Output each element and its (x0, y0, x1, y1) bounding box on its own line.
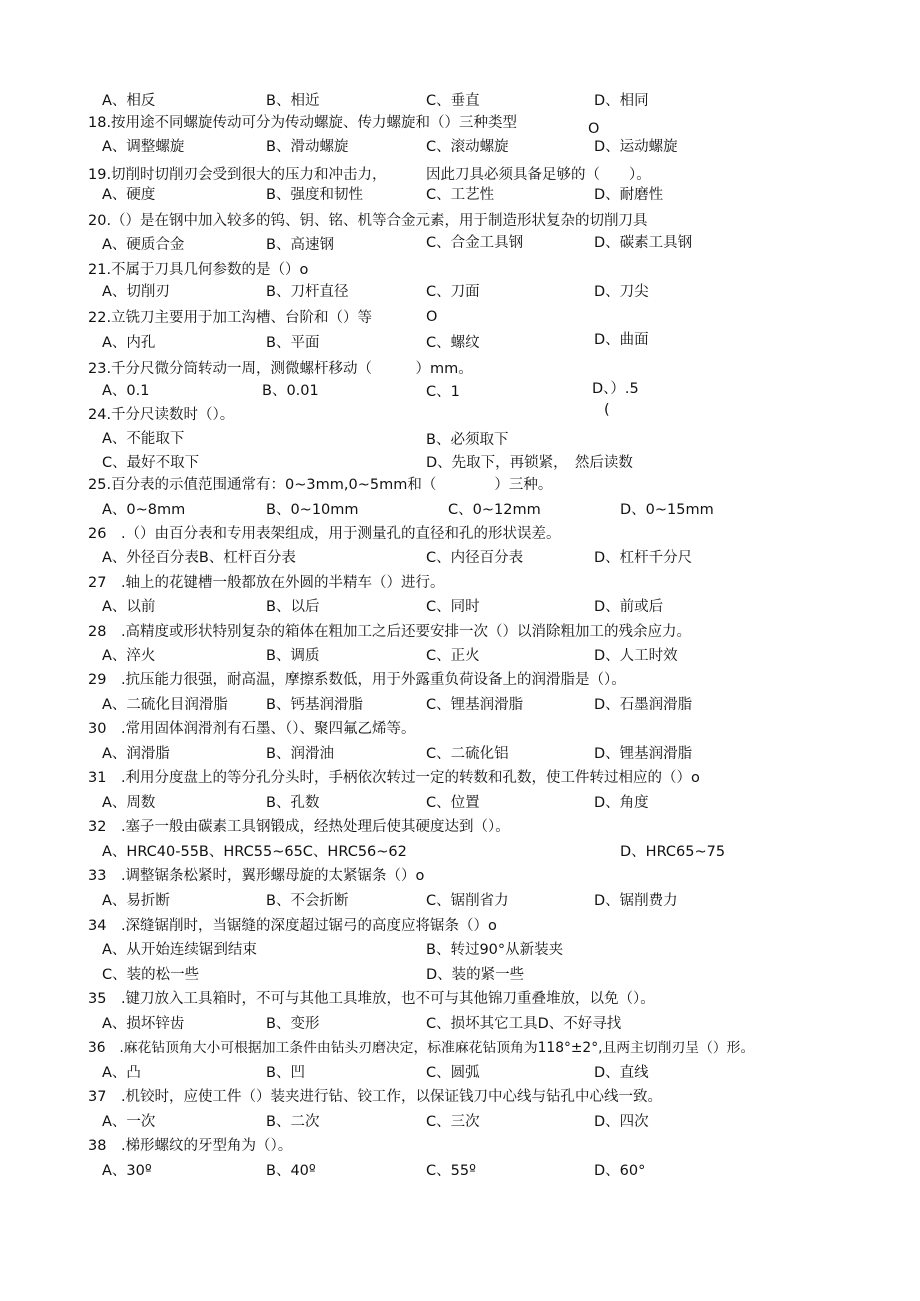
option-c: C、三次 (426, 1114, 480, 1130)
option-b: B、润滑油 (266, 746, 334, 762)
option-d: D、HRC65~75 (620, 844, 726, 860)
option-a: A、30º (102, 1163, 152, 1179)
question-35: 35 .键刀放入工具箱时，不可与其他工具堆放，也不可与其他锦刀重叠堆放，以免（）。 (88, 991, 655, 1007)
option-a: A、凸 (102, 1065, 141, 1081)
option-c: C、位置 (426, 795, 480, 811)
option-b: B、钙基润滑脂 (266, 697, 363, 713)
option-a-b: A、外径百分表B、杠杆百分表 (102, 550, 296, 566)
question-25: 25.百分表的示值范围通常有：0~3mm,0~5mm和（ ）三种。 (88, 477, 553, 493)
question-24: 24.千分尺读数时（）。 (88, 407, 235, 423)
option-c: C、螺纹 (426, 335, 480, 351)
option-a: A、润滑脂 (102, 746, 170, 762)
option-b: B、40º (266, 1163, 316, 1179)
question-19: 19.切削时切削刃会受到很大的压力和冲击力， (88, 167, 387, 183)
option-a: A、内孔 (102, 335, 156, 351)
option-d: D、锯削费力 (594, 893, 678, 909)
option-a: A、硬质合金 (102, 237, 185, 253)
option-b: B、变形 (266, 1016, 320, 1032)
question-34: 34 .深缝锯削时，当锯缝的深度超过锯弓的高度应将锯条（）o (88, 918, 497, 934)
option-d: D、角度 (594, 795, 649, 811)
option-c: C、锯削省力 (426, 893, 509, 909)
option-b: B、二次 (266, 1114, 320, 1130)
option-b: B、不会折断 (266, 893, 349, 909)
question-28: 28 .高精度或形状特别复杂的箱体在粗加工之后还要安排一次（）以消除粗加工的残余应力。 (88, 624, 692, 640)
question-30: 30 .常用固体润滑剂有石墨、（）、聚四氟乙烯等。 (88, 721, 416, 737)
option-d: D、装的紧一些 (426, 967, 525, 983)
option-d: D、）.5 (592, 381, 639, 397)
stray-mark: ( (604, 402, 610, 418)
option-d: D、0~15mm (620, 502, 714, 518)
option-b: B、相近 (266, 93, 320, 109)
option-a: A、周数 (102, 795, 156, 811)
option-d: D、石墨润滑脂 (594, 697, 693, 713)
option-d: D、耐磨性 (594, 187, 664, 203)
option-c: C、合金工具钢 (426, 235, 524, 251)
option-b: B、刀杆直径 (266, 284, 349, 300)
option-b: B、强度和韧性 (266, 187, 363, 203)
option-d: D、60° (594, 1163, 646, 1179)
question-18: 18.按用途不同螺旋传动可分为传动螺旋、传力螺旋和（）三种类型 (88, 115, 518, 131)
option-b: B、调质 (266, 648, 320, 664)
option-c: C、二硫化铝 (426, 746, 509, 762)
option-c: C、1 (426, 384, 460, 400)
option-a-b-c: A、HRC40-55B、HRC55~65C、HRC56~62 (102, 844, 407, 860)
option-a: A、相反 (102, 93, 156, 109)
option-b: B、滑动螺旋 (266, 139, 349, 155)
option-d: D、相同 (594, 93, 649, 109)
option-c-d: C、损坏其它工具D、不好寻找 (426, 1016, 622, 1032)
question-27: 27 .轴上的花键槽一般都放在外圆的半精车（）进行。 (88, 575, 445, 591)
option-c: C、装的松一些 (102, 967, 200, 983)
option-a: A、淬火 (102, 648, 156, 664)
option-b: B、高速钢 (266, 237, 334, 253)
question-37: 37 .机铰时，应使工件（）装夹进行钻、铰工作，以保证钱刀中心线与钻孔中心线一致。 (88, 1089, 663, 1105)
option-c: C、锂基润滑脂 (426, 697, 524, 713)
option-a: A、二硫化目润滑脂 (102, 697, 228, 713)
stray-mark: O (426, 309, 438, 325)
question-23: 23.千分尺微分筒转动一周，测微螺杆移动（ ）mm。 (88, 361, 473, 377)
option-c: C、工艺性 (426, 187, 495, 203)
option-a: A、以前 (102, 599, 156, 615)
option-a: A、一次 (102, 1114, 156, 1130)
option-c: C、内径百分表 (426, 550, 524, 566)
option-a: A、0~8mm (102, 502, 186, 518)
option-d: D、曲面 (594, 332, 649, 348)
option-d: D、前或后 (594, 599, 664, 615)
option-a: A、0.1 (102, 383, 150, 399)
option-d: D、人工时效 (594, 648, 678, 664)
question-38: 38 .梯形螺纹的牙型角为（）。 (88, 1138, 293, 1154)
option-b: B、0.01 (262, 383, 319, 399)
option-d: D、刀尖 (594, 284, 649, 300)
option-d: D、运动螺旋 (594, 139, 678, 155)
option-d: D、直线 (594, 1065, 649, 1081)
option-b: B、转过90°从新装夹 (426, 942, 564, 958)
question-20: 20.（）是在钢中加入较多的钨、钥、铭、机等合金元素，用于制造形状复杂的切削刀具 (88, 213, 648, 229)
option-d: D、四次 (594, 1114, 649, 1130)
option-a: A、不能取下 (102, 431, 185, 447)
option-c: C、圆弧 (426, 1065, 480, 1081)
option-d: D、杠杆千分尺 (594, 550, 693, 566)
question-22: 22.立铣刀主要用于加工沟槽、台阶和（）等 (88, 310, 373, 326)
stray-mark: O (588, 121, 600, 137)
option-c: C、最好不取下 (102, 455, 200, 471)
question-32: 32 .塞子一般由碳素工具钢锻成，经热处理后使其硬度达到（）。 (88, 819, 510, 835)
question-19-cont: 因此刀具必须具备足够的（ ）。 (426, 167, 651, 183)
question-36: 36 .麻花钻顶角大小可根据加工条件由钻头刃磨决定，标准麻花钻顶角为118°±2°,且两主切削刃呈（）形。 (88, 1040, 755, 1056)
option-b: B、必须取下 (426, 432, 509, 448)
option-c: C、55º (426, 1163, 476, 1179)
option-d: D、锂基润滑脂 (594, 746, 693, 762)
question-31: 31 .利用分度盘上的等分孔分头时，手柄依次转过一定的转数和孔数，使工件转过相应的（）o (88, 770, 700, 786)
option-c: C、滚动螺旋 (426, 139, 509, 155)
option-b: B、孔数 (266, 795, 320, 811)
option-c: C、同时 (426, 599, 480, 615)
option-a: A、切削刃 (102, 284, 170, 300)
option-a: A、易折断 (102, 893, 170, 909)
question-26: 26 .（）由百分表和专用表架组成，用于测量孔的直径和孔的形状误差。 (88, 526, 561, 542)
option-a: A、从开始连续锯到结束 (102, 942, 257, 958)
option-b: B、以后 (266, 599, 320, 615)
question-21: 21.不属于刀具几何参数的是（）o (88, 262, 309, 278)
option-c: C、刀面 (426, 284, 480, 300)
option-d: D、先取下，再锁紧， 然后读数 (426, 455, 633, 471)
option-c: C、正火 (426, 648, 480, 664)
option-b: B、0~10mm (266, 502, 359, 518)
option-a: A、损坏锌齿 (102, 1016, 185, 1032)
option-d: D、碳素工具钢 (594, 235, 693, 251)
option-b: B、凹 (266, 1065, 305, 1081)
option-c: C、垂直 (426, 93, 480, 109)
question-29: 29 .抗压能力很强，耐高温，摩擦系数低，用于外露重负荷设备上的润滑脂是（）。 (88, 672, 626, 688)
option-c: C、0~12mm (448, 502, 541, 518)
question-33: 33 .调整锯条松紧时，翼形螺母旋的太紧锯条（）o (88, 868, 425, 884)
option-b: B、平面 (266, 335, 320, 351)
option-a: A、调整螺旋 (102, 139, 185, 155)
option-a: A、硬度 (102, 187, 156, 203)
